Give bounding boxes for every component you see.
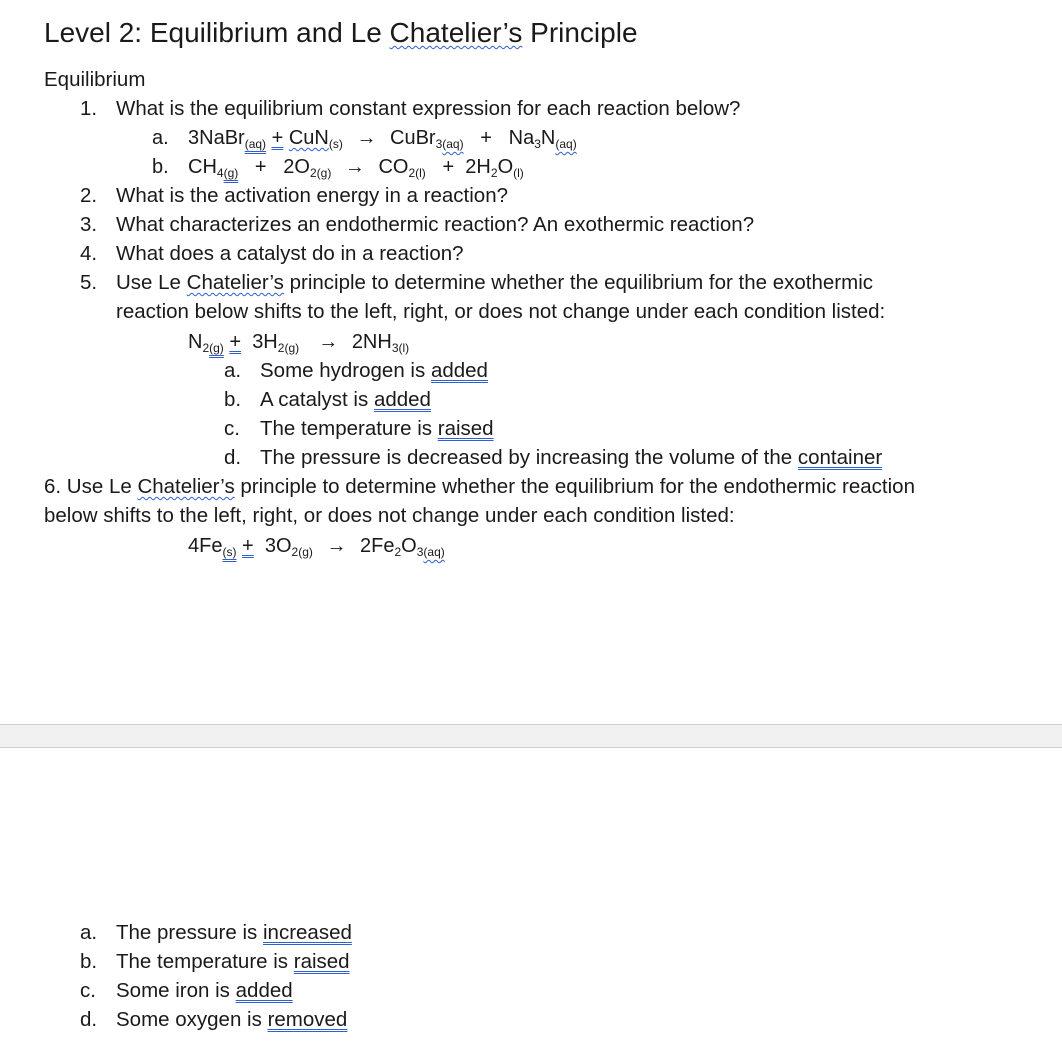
q5-item-d-text: The pressure is decreased by increasing the volume of the [260, 446, 798, 469]
q1a-product1-sub: 3 [435, 137, 443, 151]
page-title [44, 17, 638, 49]
q6-reactant1-state: (s) [222, 545, 237, 559]
q6-chatelier-word: Chatelier’s [137, 475, 235, 498]
q6-item-d-label: d. [80, 1008, 98, 1031]
q5-reactant1-state: (g) [209, 341, 224, 355]
q6-reactant2: 3O [264, 535, 292, 557]
q5-item-d-label: d. [224, 446, 242, 469]
q5-item-a-label: a. [224, 359, 242, 382]
q6-reactant1: 4Fe [188, 535, 223, 557]
q5-number: 5. [80, 271, 98, 294]
q1b-product2-tail: O [497, 156, 514, 178]
q6-item-b-text: The temperature is [116, 950, 294, 973]
q1a-reactant2-state: (s) [328, 137, 343, 151]
q6-item-b-word: raised [293, 950, 350, 973]
q1-text: What is the equilibrium constant expression for each reaction below? [116, 97, 741, 120]
q1a-reactant1-state: (aq) [244, 137, 267, 151]
q6-reactant2-sub: 2 [291, 545, 299, 559]
q6-item-d-word: removed [267, 1008, 348, 1031]
q1b-plus1: + [254, 156, 267, 178]
q5-item-b-label: b. [224, 388, 242, 411]
q5-reactant1-sub: 2 [202, 341, 210, 355]
q1-number: 1. [80, 97, 98, 120]
q1b-reactant1: CH [188, 156, 217, 178]
q5-product1-sub: 3 [391, 341, 399, 355]
q5-product1-state: (l) [398, 341, 410, 355]
q6-item-b-label: b. [80, 950, 98, 973]
q1b-plus2: + [442, 156, 455, 178]
title-suffix: Principle [522, 17, 638, 48]
q6-item-b [116, 949, 350, 975]
q5-text-line2: reaction below shifts to the left, right, or does not change under each condition listed: [116, 300, 886, 323]
q1b-reactant1-sub: 4 [216, 166, 224, 180]
q1b-product2-state: (l) [513, 166, 524, 180]
title-prefix: Level 2: Equilibrium and Le [44, 17, 390, 48]
q1a-product2-tail: N [540, 127, 556, 149]
q4-number: 4. [80, 242, 98, 265]
q5-item-c-word: raised [437, 417, 494, 440]
q1b-product2: 2H [465, 156, 491, 178]
q5-reactant2: 3H [252, 331, 278, 353]
q6-product1-sub: 2 [394, 545, 402, 559]
q1b-equation [188, 154, 524, 180]
q1a-product1: CuBr [390, 127, 436, 149]
q4-text: What does a catalyst do in a reaction? [116, 242, 464, 265]
q6-item-c-label: c. [80, 979, 96, 1002]
q1a-plus2: + [480, 127, 492, 149]
q1a-product2: Na [508, 127, 535, 149]
q6-item-a [116, 920, 352, 946]
q6-text-line1 [44, 474, 915, 500]
q5-line1-pre: Use Le [116, 271, 187, 294]
q6-product1-state: (aq) [423, 545, 445, 559]
q1a-equation [188, 125, 577, 151]
q1a-reactant2: CuN [288, 127, 329, 149]
q5-item-a-text: Some hydrogen is [260, 359, 431, 382]
q1b-arrow: → [344, 156, 365, 178]
q6-equation [188, 533, 445, 559]
q5-arrow: → [318, 331, 339, 353]
q1a-reactant1: 3NaBr [188, 127, 245, 149]
title-chatelier-word: Chatelier’s [389, 17, 523, 48]
q1a-label: a. [152, 127, 169, 149]
q3-number: 3. [80, 213, 98, 236]
q5-item-d [260, 445, 882, 471]
q5-product1: 2NH [351, 331, 392, 353]
q5-reactant1: N [188, 331, 203, 353]
q6-product1-tail: O [401, 535, 417, 557]
q6-item-c-text: Some iron is [116, 979, 236, 1002]
q6-item-a-label: a. [80, 921, 98, 944]
q5-chatelier-word: Chatelier’s [186, 271, 284, 294]
q1a-product2-state: (aq) [555, 137, 577, 151]
q5-item-c-text: The temperature is [260, 417, 438, 440]
q5-line1-post: principle to determine whether the equilibrium for the exothermic [283, 271, 874, 294]
q3-text: What characterizes an endothermic reaction? An exothermic reaction? [116, 213, 755, 236]
q1b-reactant2-sub: 2 [309, 166, 317, 180]
q1a-plus1: + [271, 127, 284, 149]
q6-arrow: → [326, 535, 347, 557]
q5-item-c [260, 416, 494, 442]
q5-plus: + [229, 331, 242, 353]
q5-item-a [260, 358, 488, 384]
q6-item-d-text: Some oxygen is [116, 1008, 268, 1031]
q5-item-c-label: c. [224, 417, 240, 440]
q2-text: What is the activation energy in a reaction? [116, 184, 508, 207]
q1a-product1-state: (aq) [442, 137, 464, 151]
q1b-product2-sub: 2 [490, 166, 498, 180]
q1b-label: b. [152, 156, 169, 178]
q1b-product1-state: (l) [415, 166, 426, 180]
q6-plus: + [242, 535, 254, 557]
q6-item-a-word: increased [262, 921, 352, 944]
q5-item-b-text: A catalyst is [260, 388, 374, 411]
q6-item-c [116, 978, 293, 1004]
q6-product1: 2Fe [360, 535, 395, 557]
q5-equation [188, 329, 409, 355]
q1b-reactant1-state: (g) [223, 166, 239, 180]
q5-item-b [260, 387, 431, 413]
section-heading: Equilibrium [44, 68, 146, 91]
q5-item-b-word: added [373, 388, 431, 411]
q1b-reactant2: 2O [283, 156, 310, 178]
q1a-arrow: → [356, 127, 377, 149]
q6-line1-post: principle to determine whether the equilibrium for the endothermic reaction [234, 475, 915, 498]
q5-reactant2-state: (g) [284, 341, 300, 355]
q5-reactant2-sub: 2 [277, 341, 285, 355]
q5-item-d-word: container [797, 446, 883, 469]
page-break-band [0, 724, 1062, 748]
q6-text-line2: below shifts to the left, right, or does not change under each condition listed: [44, 504, 735, 527]
q2-number: 2. [80, 184, 98, 207]
q1a-product2-sub: 3 [534, 137, 541, 151]
q1b-product1: CO [378, 156, 409, 178]
q6-item-d [116, 1007, 347, 1033]
q6-line1-pre: 6. Use Le [44, 475, 138, 498]
q6-reactant2-state: (g) [298, 545, 313, 559]
q5-item-a-word: added [430, 359, 488, 382]
q1b-product1-sub: 2 [408, 166, 416, 180]
q5-text-line1 [116, 270, 873, 296]
q6-item-a-text: The pressure is [116, 921, 263, 944]
q6-item-c-word: added [235, 979, 293, 1002]
q1b-reactant2-state: (g) [316, 166, 332, 180]
q6-product1-sub2: 3 [416, 545, 424, 559]
